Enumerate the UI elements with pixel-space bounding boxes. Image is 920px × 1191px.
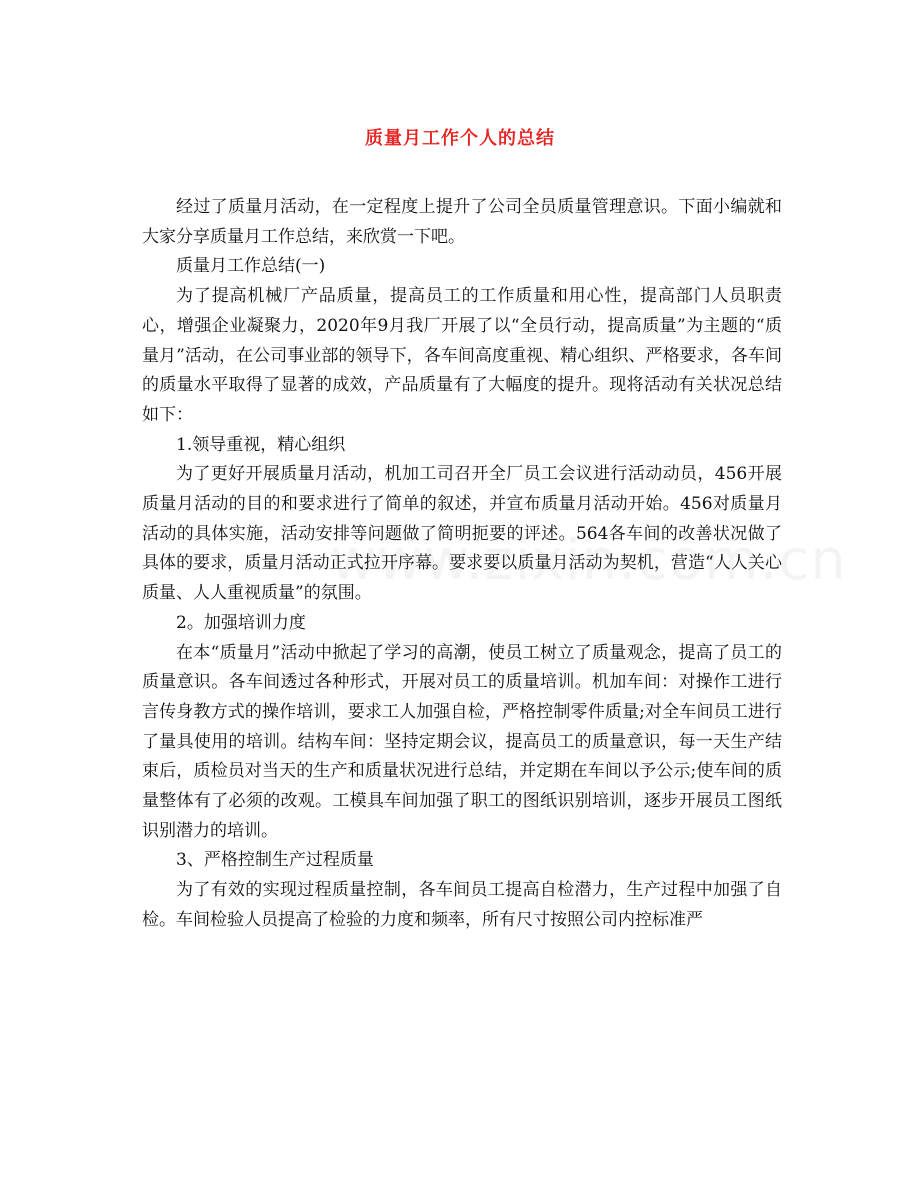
body-paragraph: 在本“质量月”活动中掀起了学习的高潮，使员工树立了质量观念，提高了员工的质量意识。各车间透过各种形式，开展对员工的质量培训。机加车间：对操作工进行言传身教方式的操作培训，要求工人加强自检，严格控制零件质量;对全车间员工进行了量具使用的培训。结构车间：坚持定期会议，提高员工的质量意识，每一天生产结束后，质检员对当天的生产和质量状况进行总结，并定期在车间以予公示;使车间的质量整体有了必须的改观。工模具车间加强了职工的图纸识别培训，逐步开展员工图纸识别潜力的培训。 [142, 642, 782, 841]
section-heading: 1.领导重视，精心组织 [176, 434, 346, 455]
section-heading: 质量月工作总结(一) [176, 256, 326, 277]
intro-paragraph: 经过了质量月活动，在一定程度上提升了公司全员质量管理意识。下面小编就和大家分享质量月工作总结，来欣赏一下吧。 [142, 197, 782, 247]
document-body [142, 193, 782, 936]
section-heading: 2。加强培训力度 [176, 612, 306, 633]
body-paragraph: 为了提高机械厂产品质量，提高员工的工作质量和用心性，提高部门人员职责心，增强企业凝聚力，2020年9月我厂开展了以“全员行动，提高质量”为主题的“质量月”活动，在公司事业部的领导下，各车间高度重视、精心组织、严格要求，各车间的质量水平取得了显著的成效，产品质量有了大幅度的提升。现将活动有关状况总结如下： [142, 286, 782, 425]
section-heading: 3、严格控制生产过程质量 [176, 850, 374, 871]
document-title: 质量月工作个人的总结 [365, 128, 555, 149]
body-paragraph: 为了更好开展质量月活动，机加工司召开全厂员工会议进行活动动员，456开展质量月活动的目的和要求进行了简单的叙述，并宣布质量月活动开始。456对质量月活动的具体实施，活动安排等问题做了简明扼要的评述。564各车间的改善状况做了具体的要求，质量月活动正式拉开序幕。要求要以质量月活动为契机，营造“人人关心质量、人人重视质量”的氛围。 [142, 464, 782, 604]
body-paragraph: 为了有效的实现过程质量控制，各车间员工提高自检潜力，生产过程中加强了自检。车间检验人员提高了检验的力度和频率，所有尺寸按照公司内控标准严 [142, 880, 782, 930]
